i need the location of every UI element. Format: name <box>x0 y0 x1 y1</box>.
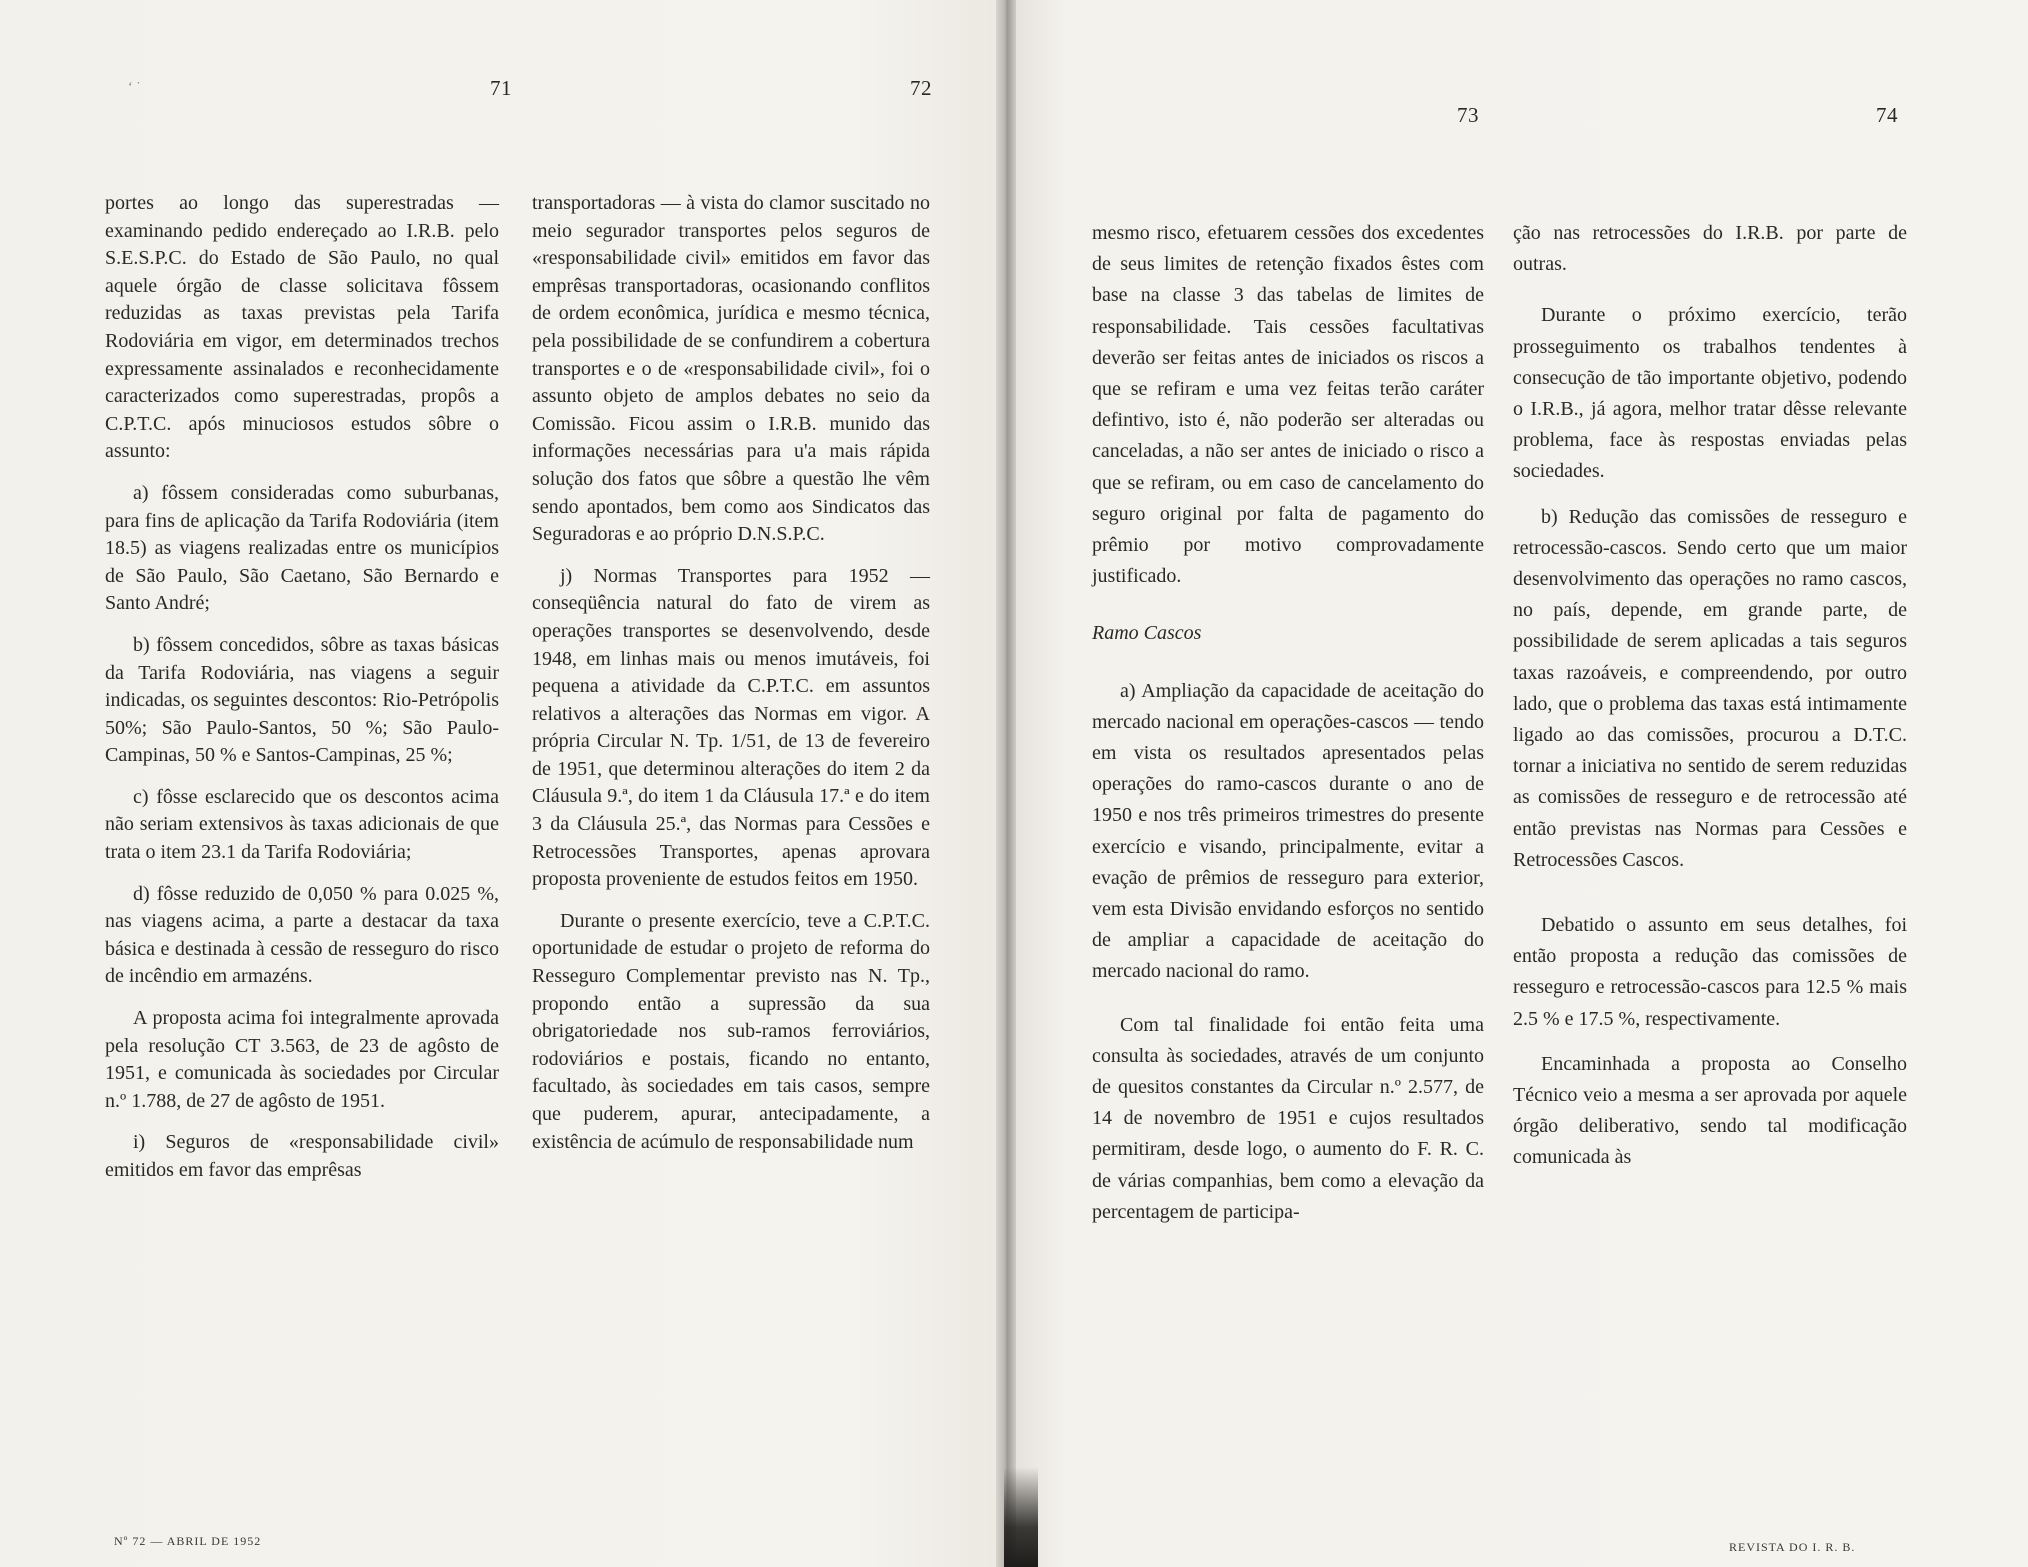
footer-journal: REVISTA DO I. R. B. <box>1729 1540 1856 1554</box>
paragraph: ção nas retrocessões do I.R.B. por parte de outras. <box>1513 222 1907 276</box>
paragraph: transportadoras — à vista do clamor suscitado no meio segurador transportes pelos seguros de «responsabilidade civil» emitidos em favor das emprêsas transportadoras, ocasionando conflitos de ordem econômica, jurídica e mesmo técnica, pela possibilidade de se confundirem a cobertura transportes e o de «responsabilidade civil», foi o assunto objeto de amplos debates no seio da Comissão. Ficou assim o I.R.B. munido das informações necessárias para u'a mais rápida solução dos fatos que sôbre a questão lhe vêm sendo apontados, bem como aos Sindicatos das Seguradoras e ao próprio D.N.S.P.C. <box>532 192 930 546</box>
paragraph: a) Ampliação da capacidade de aceitação do mercado nacional em operações-cascos — tendo em vista os resultados apresentados pelas operações do ramo-cascos durante o ano de 1950 e nos três primeiros trimestres do presente exercício e visando, principalmente, evitar a evação de prêmios de resseguro para exterior, vem esta Divisão envidando esforços no sentido de ampliar a capacidade de aceitação do mercado nacional do ramo. <box>1092 679 1484 983</box>
paragraph: mesmo risco, efetuarem cessões dos excedentes de seus limites de retenção fixados êstes com base na classe 3 das tabelas de limites de responsabilidade. Tais cessões facultativas deverão ser feitas antes de iniciados os riscos a que se refiram e uma vez feitas terão caráter defintivo, isto é, não poderão ser alteradas ou canceladas, a não ser antes de iniciado o risco a que se refiram, ou em caso de cancelamento do seguro original por falta de pagamento do prêmio por motivo comprovadamente justificado. <box>1092 222 1484 588</box>
paragraph: d) fôsse reduzido de 0,050 % para 0.025 %, nas viagens acima, a parte a destacar da taxa básica e destinada à cessão de resseguro do risco de incêndio em armazéns. <box>105 882 499 988</box>
spine-shadow <box>1004 1467 1038 1567</box>
paragraph: b) Redução das comissões de resseguro e retrocessão-cascos. Sendo certo que um maior desenvolvimento das operações no ramo cascos, no país, depende, em grande parte, de possibilidade de serem aplicadas a tais seguros taxas razoáveis, e compreendendo, por outro lado, que o problema das taxas está intimamente ligado ao das comissões, procurou a D.T.C. tornar a iniciativa no sentido de serem reduzidas as comissões de resseguro e de retrocessão até então previstas nas Normas para Cessões e Retrocessões Cascos. <box>1513 505 1907 871</box>
book-gutter <box>996 0 1016 1567</box>
column-page-71 <box>105 190 499 1199</box>
column-page-74 <box>1513 218 1907 1188</box>
page-number-71: 71 <box>490 76 512 100</box>
paragraph: Durante o próximo exercício, terão prosseguimento os trabalhos tendentes à consecução de tão importante objetivo, podendo o I.R.B., já agora, melhor tratar dêsse relevante problema, face às respostas enviadas pelas sociedades. <box>1513 304 1907 483</box>
paragraph: j) Normas Transportes para 1952 — conseqüência natural do fato de virem as operações transportes se desenvolvendo, desde 1948, em linhas mais ou menos imutáveis, foi pequena a atividade da C.P.T.C. em assuntos relativos a alterações das Normas em vigor. A própria Circular N. Tp. 1/51, de 13 de fevereiro de 1951, que determinou alterações do item 2 da Cláusula 9.ª, do item 1 da Cláusula 17.ª e do item 3 da Cláusula 25.ª, das Normas para Cessões e Retrocessões Transportes, apenas aprovara proposta proveniente de estudos feitos em 1950. <box>532 564 930 891</box>
paragraph: Durante o presente exercício, teve a C.P.T.C. oportunidade de estudar o projeto de reforma do Resseguro Complementar previsto nas N. Tp., propondo então a supressão da sua obrigatoriedade nos sub-ramos ferroviários, rodoviários e postais, ficando no entanto, facultado, às sociedades em tais casos, sempre que puderem, apurar, antecipadamente, a existência de acúmulo de responsabilidade num <box>532 909 930 1153</box>
paragraph: Encaminhada a proposta ao Conselho Técnico veio a mesma a ser aprovada por aquele órgão deliberativo, sendo tal modificação comunicada às <box>1513 1052 1907 1169</box>
paragraph: i) Seguros de «responsabilidade civil» emitidos em favor das emprêsas <box>105 1131 499 1181</box>
page-number-74: 74 <box>1876 103 1898 127</box>
paragraph: b) fôssem concedidos, sôbre as taxas básicas da Tarifa Rodoviária, nas viagens a seguir indicadas, os seguintes descontos: Rio-Petrópolis 50%; São Paulo-Santos, 50 %; São Paulo-Campinas, 50 % e Santos-Campinas, 25 %; <box>105 633 499 767</box>
footer-issue: Nº 72 — ABRIL DE 1952 <box>114 1534 262 1548</box>
column-page-72 <box>532 190 930 1170</box>
paragraph: a) fôssem consideradas como suburbanas, para fins de aplicação da Tarifa Rodoviária (item 18.5) as viagens realizadas entre os municípios de São Paulo, São Caetano, São Bernardo e Santo André; <box>105 481 499 615</box>
column-page-73 <box>1092 218 1484 1242</box>
section-heading: Ramo Cascos <box>1092 622 1202 645</box>
paragraph: Com tal finalidade foi então feita uma consulta às sociedades, através de um conjunto de quesitos constantes da Circular n.º 2.577, de 14 de novembro de 1951 e cujos resultados permitiram, desde logo, o aumento do F. R. C. de várias companhias, bem como a elevação da percentagem de participa- <box>1092 1013 1484 1223</box>
paragraph: Debatido o assunto em seus detalhes, foi então proposta a redução das comissões de resseguro e retrocessão-cascos para 12.5 % mais 2.5 % e 17.5 %, respectivamente. <box>1513 914 1907 1030</box>
paragraph: A proposta acima foi integralmente aprovada pela resolução CT 3.563, de 23 de agôsto de 1951, e comunicada às sociedades por Circular n.º 1.788, de 27 de agôsto de 1951. <box>105 1007 499 1112</box>
page-number-72: 72 <box>910 76 932 100</box>
paragraph: portes ao longo das superestradas — examinando pedido endereçado ao I.R.B. pelo S.E.S.P.C. do Estado de São Paulo, no qual aquele órgão de classe solicitava fôssem reduzidas as taxas previstas pela Tarifa Rodoviária em vigor, em determinados trechos expressamente assinalados e reconhecidamente caracterizados como superestradas, propôs a C.P.T.C. após minuciosos estudos sôbre o assunto: <box>105 192 499 463</box>
page-number-73: 73 <box>1457 103 1479 127</box>
paragraph: c) fôsse esclarecido que os descontos acima não seriam extensivos às taxas adicionais de que trata o item 23.1 da Tarifa Rodoviária; <box>105 785 499 864</box>
page-speck: ‘ ˙ <box>128 80 141 95</box>
